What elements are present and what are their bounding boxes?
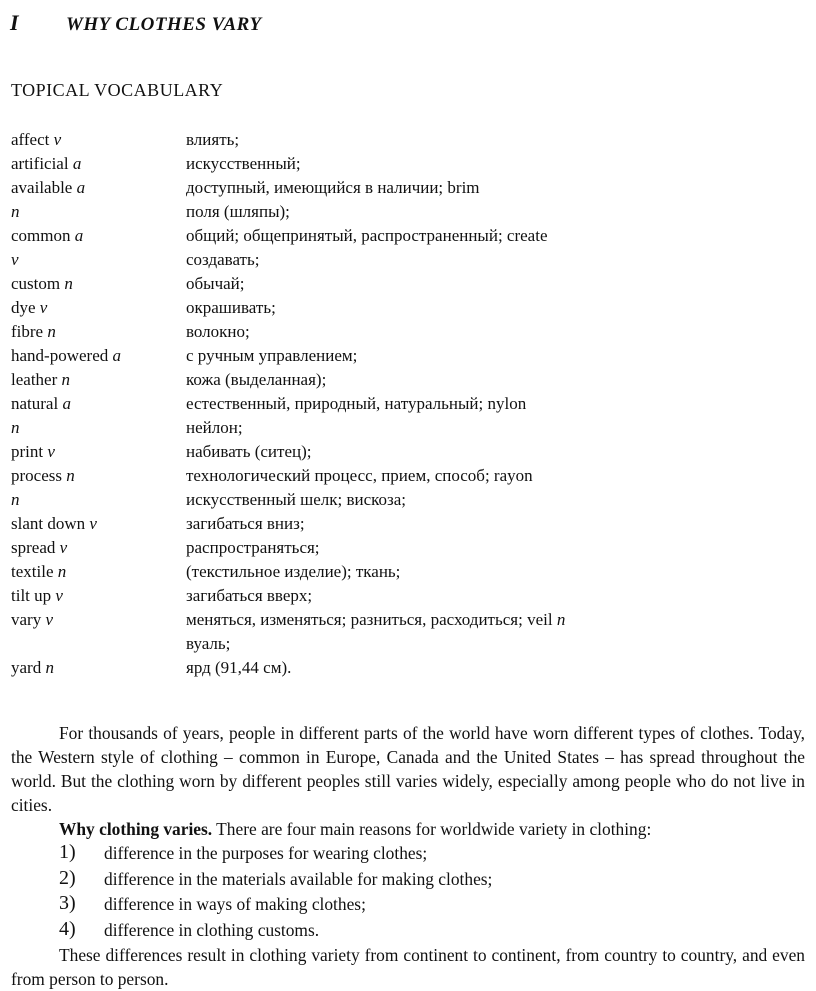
vocab-term — [11, 513, 97, 535]
body-text — [11, 721, 805, 991]
vocab-definition — [186, 321, 250, 343]
reason-item — [11, 841, 805, 867]
vocab-row — [11, 585, 811, 609]
vocab-translation: создавать; — [186, 250, 260, 269]
vocab-term — [11, 561, 66, 583]
vocab-translation: искусственный шелк; вискоза; — [186, 490, 407, 509]
reason-number: 1) — [59, 841, 76, 863]
vocab-term — [11, 465, 75, 487]
vocab-part-of-speech: a — [76, 178, 86, 197]
paragraph-lead-rest: There are four main reasons for worldwide variety in clothing: — [212, 819, 652, 839]
vocabulary-list — [11, 129, 811, 681]
vocab-row — [11, 321, 811, 345]
vocab-word: textile — [11, 562, 54, 581]
vocab-part-of-speech: a — [112, 346, 121, 365]
vocab-row — [11, 417, 811, 441]
vocab-word: slant down — [11, 514, 86, 533]
vocab-definition — [186, 441, 312, 463]
vocab-part-of-speech: v — [59, 538, 68, 557]
paragraph-lead: Why clothing varies. — [59, 819, 213, 839]
vocab-definition — [186, 609, 565, 631]
vocab-term — [11, 609, 53, 631]
vocab-translation: распространяться; — [186, 538, 320, 557]
vocab-part-of-speech: n — [11, 202, 20, 221]
vocab-term — [11, 537, 67, 559]
vocab-translation: общий; общепринятый, распространенный; create — [186, 226, 548, 245]
vocab-part-of-speech: v — [39, 298, 48, 317]
vocab-translation: кожа (выделанная); — [186, 370, 327, 389]
vocab-part-of-speech: n — [64, 274, 73, 293]
paragraph-intro: For thousands of years, people in different parts of the world have worn different types of clothes. Today, the Western style of clothing – common in Europe, Canada and the United States – has spread throughout the world. But the clothing worn by different peoples still varies widely, especially among people who do not live in cities. — [11, 723, 805, 815]
vocab-translation: искусственный; — [186, 154, 301, 173]
vocab-row — [11, 489, 811, 513]
paragraph-conclusion: These differences result in clothing variety from continent to continent, from country to country, and even from person to person. — [11, 945, 805, 989]
vocab-translation: доступный, имеющийся в наличии; brim — [186, 178, 480, 197]
vocab-term — [11, 129, 61, 151]
vocab-word: available — [11, 178, 73, 197]
chapter-title: WHY CLOTHES VARY — [66, 14, 262, 35]
vocab-definition — [186, 153, 301, 175]
vocab-word: fibre — [11, 322, 44, 341]
vocab-part-of-speech: n — [11, 490, 20, 509]
vocab-word: custom — [11, 274, 61, 293]
vocab-term — [11, 369, 70, 391]
vocab-translation: (текстильное изделие); ткань; — [186, 562, 401, 581]
vocabulary-heading: TOPICAL VOCABULARY — [11, 80, 224, 100]
vocab-row — [11, 393, 811, 417]
vocab-part-of-speech: a — [74, 226, 84, 245]
vocab-translation: меняться, изменяться; разниться, расходиться; veil — [186, 610, 553, 629]
vocab-translation: вуаль; — [186, 634, 231, 653]
vocab-term — [11, 657, 54, 679]
vocab-definition — [186, 657, 291, 679]
vocab-term — [11, 153, 81, 175]
vocab-translation: нейлон; — [186, 418, 243, 437]
vocab-word: print — [11, 442, 44, 461]
vocab-row — [11, 537, 811, 561]
reason-number: 2) — [59, 866, 76, 889]
vocab-term — [11, 177, 85, 199]
vocab-translation: загибаться вверх; — [186, 586, 313, 605]
reason-item — [11, 918, 805, 944]
vocab-definition — [186, 273, 245, 295]
vocab-row — [11, 513, 811, 537]
vocab-translation: обычай; — [186, 274, 245, 293]
vocab-definition — [186, 393, 526, 415]
vocab-word: artificial — [11, 154, 69, 173]
reason-text: difference in clothing customs. — [104, 919, 320, 940]
vocab-translation: окрашивать; — [186, 298, 276, 317]
vocab-row — [11, 369, 811, 393]
vocab-definition — [186, 345, 357, 367]
vocab-next-pos: n — [556, 610, 566, 629]
reason-text: difference in the materials available for making clothes; — [104, 868, 493, 889]
vocab-definition — [186, 489, 406, 511]
vocab-row — [11, 201, 811, 225]
vocab-term — [11, 249, 19, 271]
vocab-row — [11, 465, 811, 489]
vocab-part-of-speech: a — [62, 394, 71, 413]
vocab-part-of-speech: n — [47, 322, 56, 341]
vocab-term — [11, 393, 71, 415]
vocab-word: dye — [11, 298, 36, 317]
vocab-word: affect — [11, 130, 50, 149]
vocab-word: tilt up — [11, 586, 52, 605]
vocab-definition — [186, 537, 320, 559]
vocab-part-of-speech: n — [57, 562, 67, 581]
vocab-term — [11, 201, 20, 223]
vocab-part-of-speech: v — [47, 442, 55, 461]
vocab-term — [11, 273, 73, 295]
vocab-translation: волокно; — [186, 322, 250, 341]
vocab-translation: технологический процесс, прием, способ; rayon — [186, 466, 533, 485]
chapter-number: I — [10, 10, 20, 35]
vocab-term — [11, 345, 121, 367]
vocab-part-of-speech: n — [61, 370, 70, 389]
vocab-row — [11, 561, 811, 585]
vocab-definition — [186, 201, 290, 223]
vocab-translation: влиять; — [186, 130, 240, 149]
vocab-row — [11, 273, 811, 297]
vocab-word: vary — [11, 610, 42, 629]
vocab-term — [11, 417, 20, 439]
reason-item — [11, 892, 805, 918]
vocab-word: common — [11, 226, 71, 245]
vocab-row — [11, 153, 811, 177]
vocab-term — [11, 297, 47, 319]
vocab-definition — [186, 177, 480, 199]
vocab-definition — [186, 297, 276, 319]
paragraph-reasons-intro — [11, 817, 805, 841]
vocab-definition — [186, 129, 239, 151]
vocab-term — [11, 441, 55, 463]
vocab-row — [11, 177, 811, 201]
vocab-row — [11, 225, 811, 249]
vocab-row — [11, 345, 811, 369]
vocab-row — [11, 633, 811, 657]
vocab-definition — [186, 633, 230, 655]
reason-text: difference in the purposes for wearing clothes; — [104, 843, 428, 863]
vocab-word: natural — [11, 394, 59, 413]
vocab-translation: естественный, природный, натуральный; nylon — [186, 394, 527, 413]
reason-number: 4) — [59, 917, 76, 940]
vocab-part-of-speech: a — [72, 154, 82, 173]
vocab-definition — [186, 513, 305, 535]
vocab-term — [11, 321, 56, 343]
vocab-part-of-speech: v — [53, 130, 62, 149]
vocab-row — [11, 441, 811, 465]
vocab-part-of-speech: n — [66, 466, 75, 485]
vocab-part-of-speech: v — [55, 586, 63, 605]
vocab-translation: загибаться вниз; — [186, 514, 305, 533]
vocab-row — [11, 297, 811, 321]
vocab-part-of-speech: v — [89, 514, 97, 533]
vocab-word: yard — [11, 658, 42, 677]
vocab-translation: с ручным управлением; — [186, 346, 358, 365]
vocab-row — [11, 609, 811, 633]
vocab-definition — [186, 465, 533, 487]
vocab-part-of-speech: n — [11, 418, 20, 437]
vocab-row — [11, 657, 811, 681]
vocab-word: leather — [11, 370, 58, 389]
vocab-row — [11, 249, 811, 273]
reasons-list — [11, 841, 805, 943]
vocab-definition — [186, 417, 243, 439]
vocab-part-of-speech: v — [11, 250, 19, 269]
vocab-translation: поля (шляпы); — [186, 202, 290, 221]
vocab-term — [11, 225, 83, 247]
vocab-translation: набивать (ситец); — [186, 442, 312, 461]
reason-text: difference in ways of making clothes; — [104, 894, 366, 914]
vocab-part-of-speech: n — [45, 658, 54, 677]
vocab-part-of-speech: v — [45, 610, 54, 629]
reason-item — [11, 867, 805, 893]
vocab-definition — [186, 369, 326, 391]
vocab-definition — [186, 561, 400, 583]
vocab-word: hand-powered — [11, 346, 109, 365]
chapter-heading — [10, 10, 262, 36]
vocab-translation: ярд (91,44 см). — [186, 658, 292, 677]
vocab-term — [11, 585, 63, 607]
vocab-term — [11, 489, 20, 511]
vocab-definition — [186, 225, 548, 247]
vocab-definition — [186, 585, 312, 607]
reason-number: 3) — [59, 892, 76, 914]
vocab-word: spread — [11, 538, 56, 557]
vocab-definition — [186, 249, 259, 271]
vocab-row — [11, 129, 811, 153]
vocab-word: process — [11, 466, 62, 485]
